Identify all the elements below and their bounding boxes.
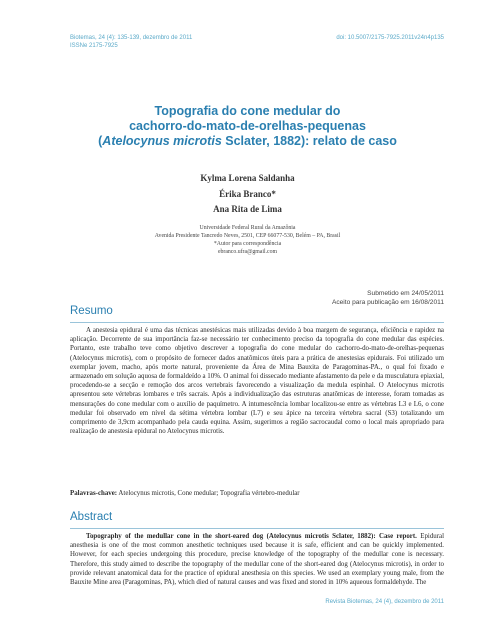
abstract-text: Topography of the medullar cone in the short-eared dog (Atelocynus microtis Sclater, 1882): Case report. Epidural anesthesia is one of the most common anesthetic techniques used because it is safe, efficient and can be quickly implemented. However, for each species undergoing this procedure, precise knowledge of the topography of the medullar cone is necessary. Therefore, this study aimed to describe the topography of the medullar cone of the short-eared dog (Atelocynus microtis), in order to provide relevant anatomical data for the practice of epidural anesthesia on this species. We used an exemplary young male, from the Bauxite Mine area (Paragominas, PA), which died of natural causes and was fixed and stored in 10% aqueous formaldehyde. The [70, 533, 444, 587]
article-title [60, 104, 435, 149]
title-line-3: (Atelocynus microtis Sclater, 1882): relato de caso [98, 134, 397, 148]
author-list [60, 171, 435, 218]
title-line-2: cachorro-do-mato-de-orelhas-pequenas [129, 119, 366, 133]
resumo-text: A anestesia epidural é uma das técnicas anestésicas mais utilizadas devido à boa margem de segurança, eficiência e rapidez na aplicação. Decorrente de sua importância faz-se necessário ter conhecimento preciso da topografia do cone medular das espécies. Portanto, este trabalho teve como objetivo descrever a topografia do cone medular do cachorro-do-mato-de-orelhas-pequenas (Atelocynus microtis), com o propósito de fornecer dados anatômicos úteis para a prática de anestesias epidurais. Foi utilizado um exemplar jovem, macho, após morte natural, proveniente da Área de Mina Bauxita de Paragominas-PA., o qual foi fixado e armazenado em solução aquosa de formaldeído a 10%. O animal foi dissecado mediante afastamento da pele e da musculatura epiaxial, procedendo-se a secção e remoção dos arcos vertebrais favorecendo a visualização da medula espinhal. O Atelocynus microtis apresentou sete vértebras lombares e três sacrais. Após a individualização das estruturas anatômicas de interesse, foram tomadas as mensurações do cone medular com o auxílio de paquímetro. A intumescência lombar localizou-se entre as vértebras L3 e L6, o cone medular foi observado em nível da sétima vértebra lombar (L7) e seu ápice na terceira vértebra sacral (S3) totalizando um comprimento de 3,9cm acompanhado pela cauda equina. Assim, sugerimos a região sacrocaudal como o local mais apropriado para realização de anestesia epidural no Atelocynus microtis. [70, 327, 444, 436]
submission-dates [332, 289, 444, 307]
author: Ana Rita de Lima [213, 204, 282, 214]
email: ebranco.ufra@gmail.com [217, 249, 278, 255]
title-species: Atelocynus microtis [102, 134, 222, 148]
journal-reference: Biotemas, 24 (4): 135-139, dezembro de 2011 [70, 35, 193, 41]
correspondence-note: *Autor para correspondência [213, 241, 282, 247]
keywords-label: Palavras-chave: [70, 490, 118, 497]
author: Kylma Lorena Saldanha [200, 173, 295, 183]
title-line-1: Topografia do cone medular do [154, 104, 341, 118]
keywords-list: Atelocynus microtis, Cone medular; Topografia vértebro-medular [118, 490, 300, 497]
abstract-title: Topography of the medullar cone in the short-eared dog (Atelocynus microtis Sclater, 1882): Case report. [86, 533, 417, 540]
section-divider [70, 322, 444, 323]
author: Érika Branco* [219, 188, 276, 199]
submitted-date: Submetido em 24/05/2011 [367, 290, 444, 297]
keywords [70, 489, 444, 498]
doi: doi: 10.5007/2175-7925.2011v24n4p135 [336, 35, 444, 41]
accepted-date: Aceito para publicação em 16/08/2011 [331, 299, 444, 306]
resumo-heading: Resumo [70, 305, 113, 317]
address: Avenida Presidente Tancredo Neves, 2501, CEP 66077-530, Belém – PA, Brasil [154, 233, 341, 239]
affiliation [60, 224, 435, 256]
abstract-heading: Abstract [70, 511, 113, 523]
page-footer: Revista Biotemas, 24 (4), dezembro de 2011 [325, 599, 444, 605]
institution: Universidade Federal Rural da Amazônia [199, 225, 296, 231]
issn: ISSNe 2175-7925 [70, 43, 118, 49]
section-divider [70, 528, 444, 529]
